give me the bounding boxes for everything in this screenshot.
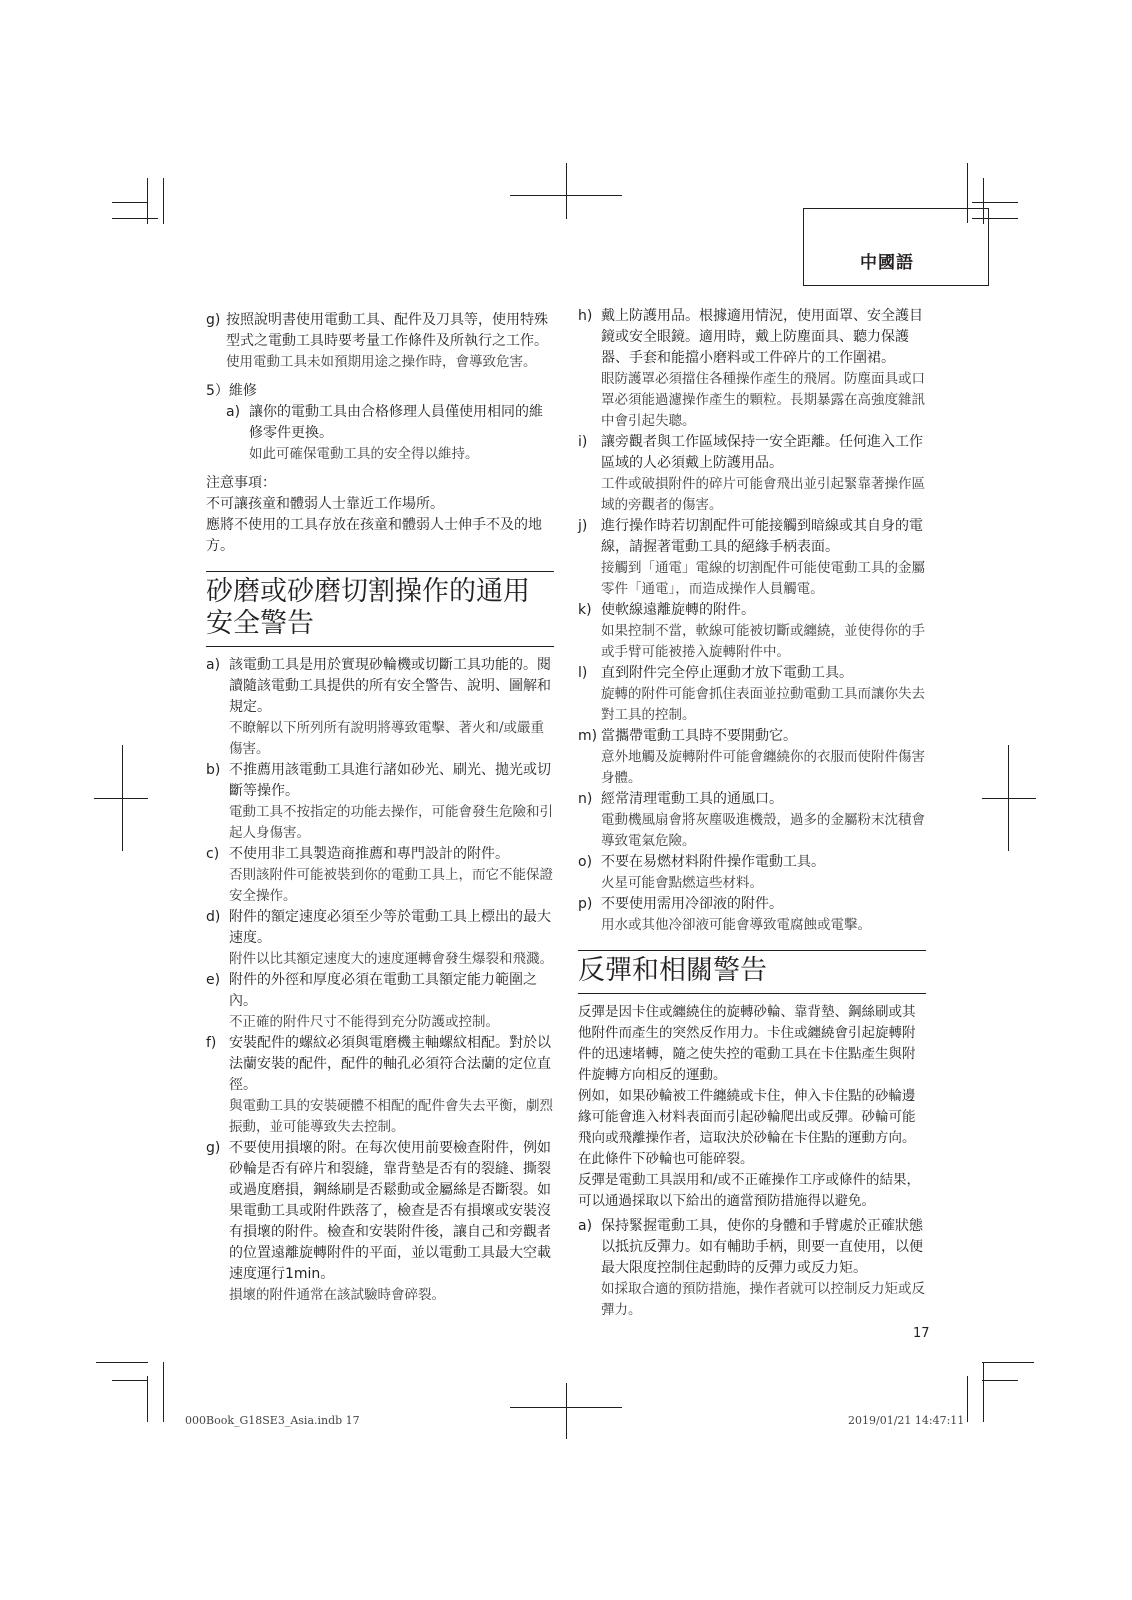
- item-note: 用水或其他冷卻液可能會導致電腐蝕或電擊。: [601, 917, 871, 933]
- item-marker: k): [578, 602, 592, 618]
- item-text: 進行操作時若切割配件可能接觸到暗線或其自身的電線，請握著電動工具的絕緣手柄表面。: [601, 518, 923, 555]
- item-marker: p): [578, 896, 593, 912]
- registration-mark: [982, 798, 1036, 799]
- footer-date: 2019/01/21 14:47:11: [848, 1414, 965, 1427]
- left-column: [206, 306, 554, 1306]
- item-marker: l): [578, 665, 588, 681]
- language-tab-box: [803, 208, 989, 286]
- item-note: 接觸到「通電」電線的切割配件可能使電動工具的金屬零件「通電」，而造成操作人員觸電。: [601, 560, 925, 597]
- caution-line: 應將不使用的工具存放在孩童和體弱人士伸手不及的地方。: [206, 517, 542, 554]
- footer-file-name: 000Book_G18SE3_Asia.indb 17: [185, 1414, 360, 1427]
- item-marker: h): [578, 308, 593, 324]
- item-marker: f): [206, 1035, 217, 1051]
- item-note: 否則該附件可能被裝到你的電動工具上，而它不能保證安全操作。: [229, 867, 553, 904]
- page-number: 17: [913, 1326, 930, 1341]
- item-note: 損壞的附件通常在該試驗時會碎裂。: [229, 1287, 445, 1303]
- item-note: 不正確的附件尺寸不能得到充分防護或控制。: [229, 1014, 499, 1030]
- list-item: [578, 663, 926, 726]
- item-text: 不要在易燃材料附件操作電動工具。: [601, 854, 825, 870]
- list-item: [578, 1216, 926, 1321]
- list-item: [578, 852, 926, 894]
- item-note: 如採取合適的預防措施，操作者就可以控制反力矩或反彈力。: [601, 1281, 925, 1318]
- list-item: [578, 894, 926, 936]
- crop-mark: [147, 178, 148, 224]
- list-item: [206, 310, 554, 373]
- item-text: 當攜帶電動工具時不要開動它。: [601, 728, 797, 744]
- registration-mark: [510, 1407, 622, 1408]
- language-label: 中國語: [860, 253, 914, 273]
- item-marker: d): [206, 909, 221, 925]
- item-note: 旋轉的附件可能會抓住表面並拉動電動工具而讓你失去對工具的控制。: [601, 686, 925, 723]
- item-marker: g): [206, 1140, 221, 1156]
- item-note: 不瞭解以下所列所有說明將導致電擊、著火和/或嚴重傷害。: [229, 720, 545, 757]
- item-text: 讓你的電動工具由合格修理人員僅使用相同的維修零件更換。: [249, 404, 543, 441]
- item-text: 按照說明書使用電動工具、配件及刀具等，使用特殊型式之電動工具時要考量工作條件及所執行之工作。: [226, 312, 548, 349]
- list-item: [578, 600, 926, 663]
- list-item: [206, 760, 554, 844]
- list-item: [206, 655, 554, 760]
- item-text: 戴上防護用品。根據適用情況，使用面罩、安全護目鏡或安全眼鏡。適用時，戴上防塵面具、聽力保護器、手套和能擋小磨料或工件碎片的工作圍裙。: [601, 308, 923, 366]
- caution-line: 不可讓孩童和體弱人士靠近工作場所。: [206, 496, 444, 512]
- paragraph: 反彈是因卡住或纏繞住的旋轉砂輪、靠背墊、鋼絲刷或其他附件而產生的突然反作用力。卡住或纏繞會引起旋轉附件的迅速堵轉，隨之使失控的電動工具在卡住點產生與附件旋轉方向相反的運動。: [578, 1004, 916, 1083]
- item-marker: b): [206, 762, 221, 778]
- list-item: [206, 1138, 554, 1306]
- section-title: 反彈和相關警告: [578, 950, 926, 994]
- list-item: [226, 402, 554, 465]
- item-note: 意外地觸及旋轉附件可能會纏繞你的衣服而使附件傷害身體。: [601, 749, 925, 786]
- list-item: [578, 432, 926, 516]
- list-item: [206, 907, 554, 970]
- crop-mark: [163, 1362, 164, 1422]
- item-note: 附件以比其額定速度大的速度運轉會發生爆裂和飛濺。: [229, 951, 553, 967]
- item-marker: e): [206, 972, 221, 988]
- crop-mark: [112, 202, 148, 203]
- item-text: 安裝配件的螺紋必須與電磨機主軸螺紋相配。對於以法蘭安裝的配件，配件的軸孔必須符合法蘭的定位直徑。: [229, 1035, 551, 1093]
- crop-mark: [147, 1376, 148, 1422]
- registration-mark: [566, 163, 567, 219]
- list-item: [206, 844, 554, 907]
- item-marker: a): [578, 1218, 593, 1234]
- item-text: 不推薦用該電動工具進行諸如砂光、刷光、拋光或切斷等操作。: [229, 762, 551, 799]
- crop-mark: [112, 1380, 148, 1381]
- item-text: 直到附件完全停止運動才放下電動工具。: [601, 665, 853, 681]
- item-text: 附件的外徑和厚度必須在電動工具額定能力範圍之內。: [229, 972, 537, 1009]
- item-note: 電動工具不按指定的功能去操作，可能會發生危險和引起人身傷害。: [229, 804, 553, 841]
- item-marker: g): [206, 312, 221, 328]
- crop-mark: [96, 1362, 148, 1363]
- item-note: 眼防護罩必須擋住各種操作產生的飛屑。防塵面具或口罩必須能過濾操作產生的顆粒。長期暴露在高強度雜訊中會引起失聰。: [601, 371, 925, 429]
- item-text: 附件的額定速度必須至少等於電動工具上標出的最大速度。: [229, 909, 551, 946]
- registration-mark: [566, 1383, 567, 1439]
- item-text: 不使用非工具製造商推薦和專門設計的附件。: [229, 846, 509, 862]
- item-note: 使用電動工具未如預期用途之操作時，會導致危害。: [226, 354, 537, 370]
- maintenance-heading: 5）維修: [206, 383, 257, 399]
- item-marker: m): [578, 728, 598, 744]
- item-text: 保持緊握電動工具，使你的身體和手臂處於正確狀態以抵抗反彈力。如有輔助手柄，則要一直使用，以便最大限度控制住起動時的反彈力或反力矩。: [601, 1218, 923, 1276]
- list-item: [578, 516, 926, 600]
- item-text: 經常清理電動工具的通風口。: [601, 791, 783, 807]
- item-text: 不要使用損壞的附。在每次使用前要檢查附件，例如砂輪是否有碎片和裂縫，靠背墊是否有的裂縫、撕裂或過度磨損，鋼絲刷是否鬆動或金屬絲是否斷裂。如果電動工具或附件跌落了，檢查是否有損壞或安裝沒有損壞的附件。檢查和安裝附件後，讓自己和旁觀者的位置遠離旋轉附件的平面，並以電動工具最大空載速度運行1min。: [229, 1140, 551, 1282]
- item-marker: a): [206, 657, 221, 673]
- item-marker: o): [578, 854, 593, 870]
- item-note: 火星可能會點燃這些材料。: [601, 875, 763, 891]
- item-note: 如此可確保電動工具的安全得以維持。: [249, 446, 479, 462]
- crop-mark: [163, 178, 164, 224]
- item-note: 電動機風扇會將灰塵吸進機殼，過多的金屬粉末沈積會導致電氣危險。: [601, 812, 925, 849]
- list-item: [578, 726, 926, 789]
- crop-mark: [983, 1362, 984, 1422]
- registration-mark: [94, 798, 148, 799]
- item-marker: n): [578, 791, 593, 807]
- list-item: [206, 1033, 554, 1138]
- item-note: 工件或破損附件的碎片可能會飛出並引起緊靠著操作區域的旁觀者的傷害。: [601, 476, 925, 513]
- item-marker: i): [578, 434, 588, 450]
- crop-mark: [972, 202, 1018, 203]
- crop-mark: [967, 1376, 968, 1422]
- list-item: [206, 970, 554, 1033]
- section-title: 砂磨或砂磨切割操作的通用安全警告: [206, 571, 554, 647]
- item-marker: j): [578, 518, 588, 534]
- item-note: 與電動工具的安裝硬體不相配的配件會失去平衡，劇烈振動，並可能導致失去控制。: [229, 1098, 553, 1135]
- crop-mark: [112, 218, 158, 219]
- item-note: 如果控制不當，軟線可能被切斷或纏繞，並使得你的手或手臂可能被捲入旋轉附件中。: [601, 623, 925, 660]
- list-item: [578, 306, 926, 432]
- list-item: [578, 789, 926, 852]
- item-text: 不要使用需用冷卻液的附件。: [601, 896, 783, 912]
- paragraph: 例如，如果砂輪被工件纏繞或卡住，伸入卡住點的砂輪邊緣可能會進入材料表面而引起砂輪爬出或反彈。砂輪可能飛向或飛離操作者，這取決於砂輪在卡住點的運動方向。在此條件下砂輪也可能碎裂。: [578, 1088, 916, 1167]
- item-text: 讓旁觀者與工作區域保持一安全距離。任何進入工作區域的人必須戴上防護用品。: [601, 434, 923, 471]
- registration-mark: [510, 195, 622, 196]
- item-text: 該電動工具是用於實現砂輪機或切斷工具功能的。閱讀隨該電動工具提供的所有安全警告、說明、圖解和規定。: [229, 657, 551, 715]
- paragraph: 反彈是電動工具誤用和/或不正確操作工序或條件的結果，可以通過採取以下給出的適當預防措施得以避免。: [578, 1172, 921, 1209]
- item-marker: c): [206, 846, 220, 862]
- item-marker: a): [226, 404, 241, 420]
- crop-mark: [982, 1362, 1034, 1363]
- right-column: [578, 306, 926, 1321]
- caution-heading: 注意事項：: [206, 475, 276, 491]
- crop-mark: [982, 1380, 1018, 1381]
- item-text: 使軟線遠離旋轉的附件。: [601, 602, 755, 618]
